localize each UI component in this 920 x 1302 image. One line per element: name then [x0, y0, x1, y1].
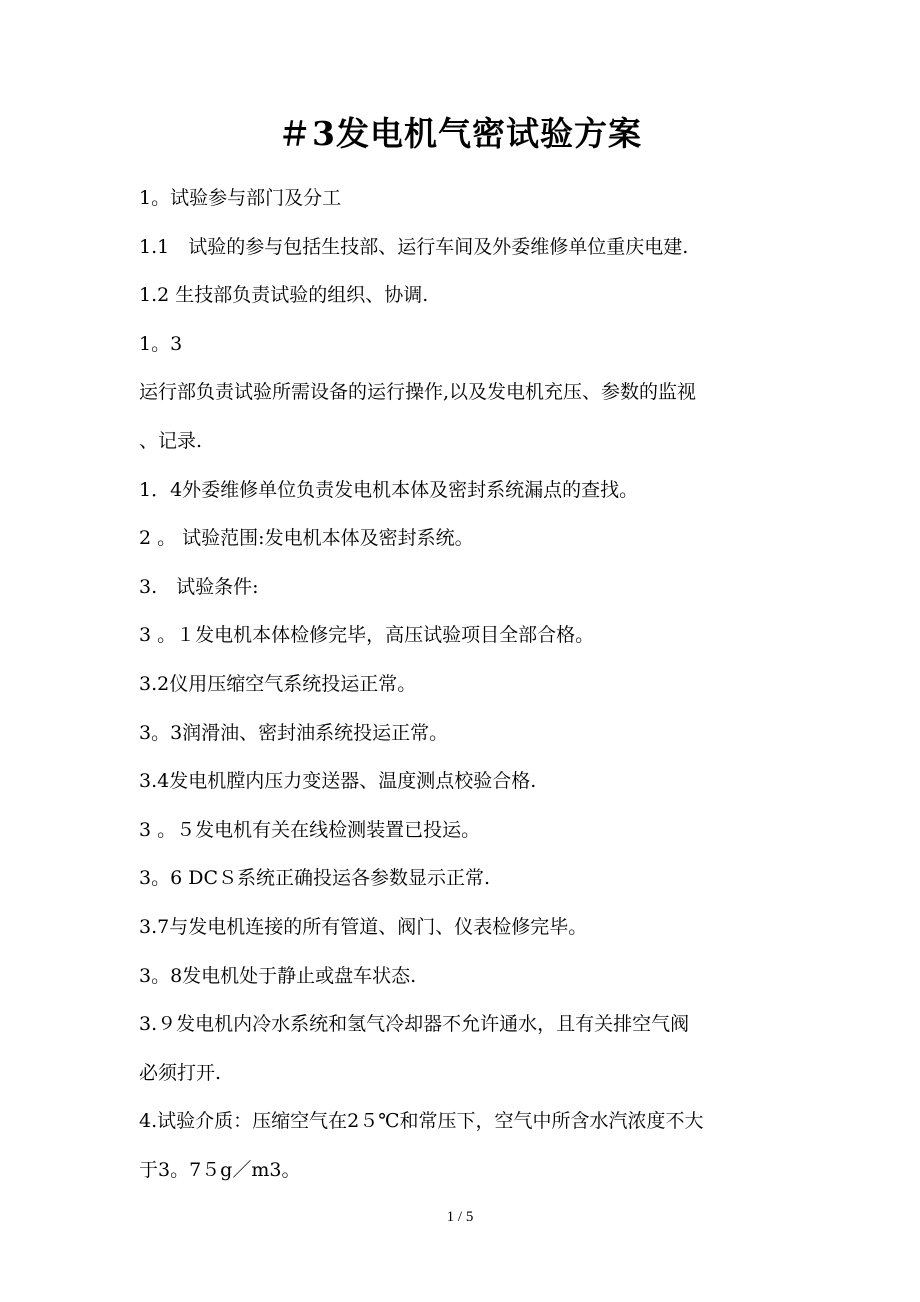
page-number: 1 / 5	[446, 1209, 474, 1225]
text-line: 1.1 试验的参与包括生技部、运行车间及外委维修单位重庆电建.	[139, 235, 689, 258]
text-line: 、记录.	[139, 429, 203, 452]
text-line: 3. 试验条件:	[139, 575, 259, 598]
text-line: 3.4发电机膛内压力变送器、温度测点校验合格.	[139, 770, 537, 793]
document-title: ＃3发电机气密试验方案	[278, 114, 642, 153]
text-line: 3。6 DCＳ系统正确投运各参数显示正常.	[139, 867, 491, 890]
text-line: 必须打开.	[139, 1061, 222, 1084]
text-line: 运行部负责试验所需设备的运行操作,以及发电机充压、参数的监视	[139, 381, 697, 404]
text-line: 3.7与发电机连接的所有管道、阀门、仪表检修完毕。	[139, 915, 588, 938]
text-line: 3。8发电机处于静止或盘车状态.	[139, 964, 417, 987]
text-line: 3.2仪用压缩空气系统投运正常。	[139, 672, 417, 695]
text-line: 4.试验介质：压缩空气在2５℃和常压下，空气中所含水汽浓度不大	[139, 1110, 704, 1133]
text-line: 3 。５发电机有关在线检测装置已投运。	[139, 818, 481, 841]
text-line: 2 。 试验范围:发电机本体及密封系统。	[139, 527, 474, 550]
text-line: 1．4外委维修单位负责发电机本体及密封系统漏点的查找。	[139, 478, 639, 501]
text-line: 3.９发电机内冷水系统和氢气冷却器不允许通水，且有关排空气阀	[139, 1013, 690, 1036]
text-line: 1.2 生技部负责试验的组织、协调.	[139, 284, 429, 307]
text-line: 于3。7５g／m3。	[139, 1158, 301, 1181]
text-line: 1。3	[139, 332, 183, 355]
document-body	[139, 180, 799, 1200]
text-line: 3。3润滑油、密封油系统投运正常。	[139, 721, 449, 744]
text-line: 1。试验参与部门及分工	[139, 187, 342, 209]
text-line: 3 。１发电机本体检修完毕，高压试验项目全部合格。	[139, 624, 595, 647]
